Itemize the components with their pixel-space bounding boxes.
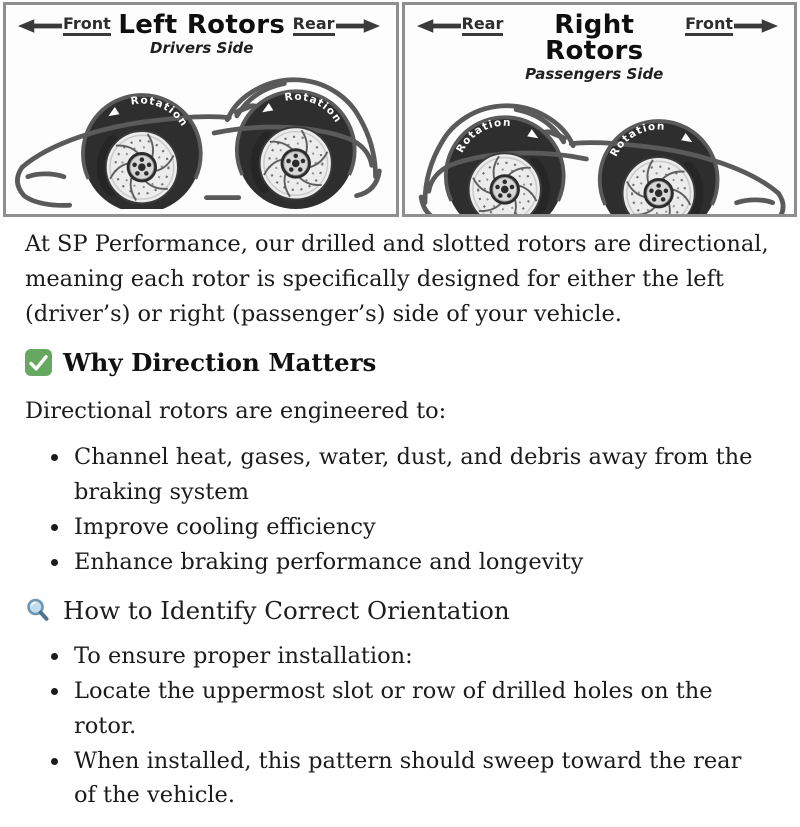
panel-subtitle-text: Drivers Side	[150, 39, 254, 57]
rotor-direction-figure	[0, 0, 800, 217]
benefits-list	[25, 440, 770, 580]
right-rotors-panel	[402, 2, 798, 217]
car-illustration-left	[6, 57, 396, 209]
arrow-right-icon	[336, 19, 380, 33]
section-heading-text: Why Direction Matters	[63, 347, 377, 377]
arrow-left-icon	[417, 19, 461, 33]
rear-direction-indicator	[293, 16, 380, 36]
check-mark-icon	[25, 349, 52, 376]
front-label: Front	[63, 16, 111, 36]
rear-label: Rear	[462, 16, 504, 36]
list-item: • Locate the uppermost slot or row of drilled holes on the rotor.	[71, 674, 770, 744]
section-heading-why-direction-matters	[25, 348, 770, 377]
panel-subtitle-text: Passengers Side	[525, 65, 664, 83]
rotation-label-front: Rotation	[607, 120, 666, 159]
intro-paragraph: At SP Performance, our drilled and slotted rotors are directional, meaning each rotor is specifically designed for either the left (driver’s) or right (passenger’s) side of your vehicle.	[25, 231, 769, 327]
front-label: Front	[685, 16, 733, 36]
front-direction-indicator	[18, 16, 111, 36]
right-panel-title	[503, 12, 685, 83]
lead-paragraph: Directional rotors are engineered to:	[25, 397, 447, 424]
rotation-label-rear: Rotation	[453, 116, 512, 155]
section-heading-identify-orientation	[25, 596, 770, 625]
magnifying-glass-icon	[25, 597, 52, 624]
left-rotors-panel	[3, 2, 399, 217]
left-panel-title	[111, 12, 293, 57]
orientation-steps-list	[25, 639, 770, 813]
rotation-label-rear: Rotation	[283, 90, 345, 126]
rear-direction-indicator	[417, 16, 504, 36]
list-item: • Channel heat, gases, water, dust, and debris away from the braking system	[71, 440, 770, 510]
list-item: • To ensure proper installation:	[71, 639, 770, 674]
article-content	[0, 227, 800, 827]
panel-title-text: Left Rotors	[118, 10, 286, 40]
rear-label: Rear	[293, 16, 335, 36]
list-item: • Improve cooling efficiency	[71, 510, 770, 545]
arrow-left-icon	[18, 19, 62, 33]
arrow-right-icon	[734, 19, 778, 33]
car-illustration-right	[405, 83, 795, 217]
rotation-label-front: Rotation	[129, 94, 191, 130]
section-heading-text: How to Identify Correct Orientation	[63, 595, 510, 625]
front-direction-indicator	[685, 16, 778, 36]
list-item: • When installed, this pattern should sweep toward the rear of the vehicle.	[71, 744, 770, 814]
panel-title-text: Right Rotors	[545, 10, 644, 66]
list-item: • Enhance braking performance and longevity	[71, 545, 770, 580]
right-panel-header	[405, 5, 795, 83]
left-panel-header	[6, 5, 396, 57]
